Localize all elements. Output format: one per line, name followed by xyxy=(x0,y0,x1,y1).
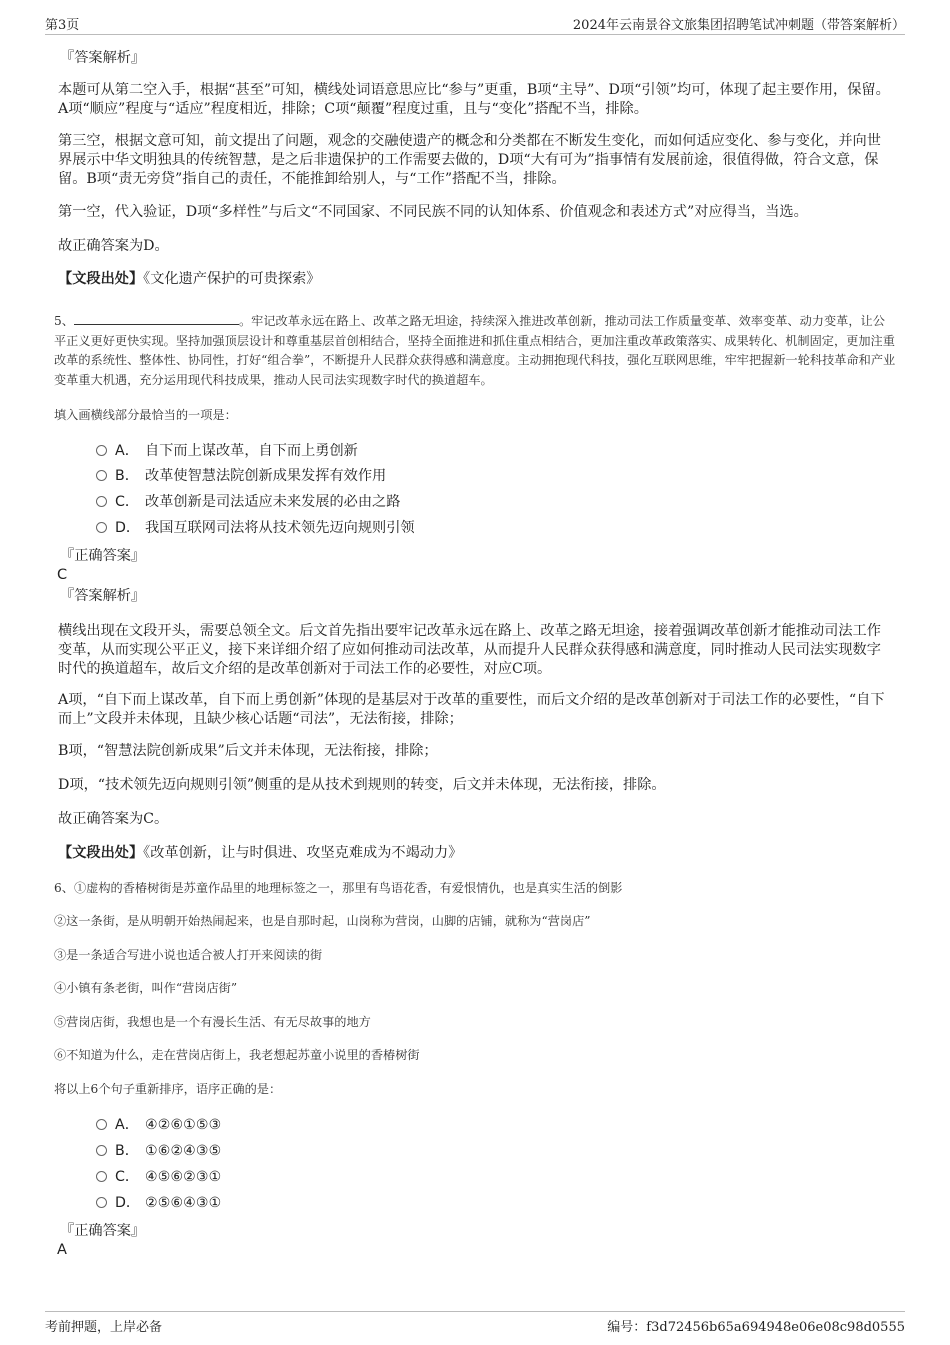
q5-option-b[interactable] xyxy=(96,467,386,486)
page-header xyxy=(45,14,905,35)
q4-source-label: 【文段出处】 xyxy=(58,271,144,287)
q6-option-b[interactable] xyxy=(96,1142,221,1161)
q4-analysis-label: 『答案解析』 xyxy=(60,50,146,66)
option-text: 改革创新是司法适应未来发展的必由之路 xyxy=(145,494,401,510)
q6-sentence-5: ⑤营岗店街，我想也是一个有漫长生活、有无尽故事的地方 xyxy=(54,1015,371,1029)
q6-sentence-6: ⑥不知道为什么，走在营岗店街上，我老想起苏童小说里的香椿树街 xyxy=(54,1048,420,1062)
q5-option-d[interactable] xyxy=(96,519,415,538)
q5-blank-line xyxy=(74,312,239,325)
q5-conclusion: 故正确答案为C。 xyxy=(58,811,169,827)
radio-icon[interactable] xyxy=(96,1119,107,1130)
q4-analysis-p1: 本题可从第二空入手，根据“甚至”可知，横线处词语意思应比“参与”更重，B项“主导”、D项“引领”均可，体现了起主要作用，保留。A项“顺应”程度与“适应”程度相近，排除；C项“颠覆”程度过重，且与“变化”搭配不当，排除。 xyxy=(58,82,890,117)
option-text: 自下而上谋改革，自下而上勇创新 xyxy=(145,443,358,459)
q5-option-a[interactable] xyxy=(96,442,358,461)
q5-source xyxy=(58,844,893,863)
q5-number: 5、 xyxy=(54,314,74,328)
q6-option-a[interactable] xyxy=(96,1116,221,1135)
q5-analysis-p1: 横线出现在文段开头，需要总领全文。后文首先指出要牢记改革永远在路上、改革之路无坦途，接着强调改革创新才能推动司法工作变革，从而实现公平正义，接下来详细介绍了应如何推动司法改革，从而提升人民群众获得感和满意度，同时推动人民司法实现数字时代的换道超车，故后文介绍的是改革创新对于司法工作的必要性，对应C项。 xyxy=(58,623,881,677)
document-code: 编号：f3d72456b65a694948e06e08c98d0555 xyxy=(607,1320,905,1335)
q6-option-d[interactable] xyxy=(96,1194,221,1213)
option-text: ④②⑥①⑤③ xyxy=(145,1117,222,1133)
q5-source-label: 【文段出处】 xyxy=(58,845,144,861)
q4-source xyxy=(58,270,893,289)
option-text: ②⑤⑥④③① xyxy=(145,1195,222,1211)
option-text: ①⑥②④③⑤ xyxy=(145,1143,222,1159)
radio-icon[interactable] xyxy=(96,1197,107,1208)
option-letter: D． xyxy=(115,520,141,536)
q6-option-c[interactable] xyxy=(96,1168,221,1187)
q5-analysis-label: 『答案解析』 xyxy=(60,588,146,604)
radio-icon[interactable] xyxy=(96,445,107,456)
option-text: 我国互联网司法将从技术领先迈向规则引领 xyxy=(145,520,415,536)
option-letter: D． xyxy=(115,1195,141,1211)
q5-analysis-p3: B项，“智慧法院创新成果”后文并未体现，无法衔接，排除； xyxy=(58,743,438,759)
radio-icon[interactable] xyxy=(96,522,107,533)
q5-source-title: 《改革创新，让与时俱进、攻坚克难成为不竭动力》 xyxy=(143,845,463,861)
option-letter: A． xyxy=(115,1117,139,1133)
option-letter: C． xyxy=(115,494,140,510)
page-footer xyxy=(45,1311,905,1336)
page-number: 第3页 xyxy=(45,18,80,33)
option-text: ④⑤⑥②③① xyxy=(145,1169,222,1185)
footer-slogan: 考前押题，上岸必备 xyxy=(45,1320,163,1335)
q4-analysis-p2: 第三空，根据文意可知，前文提出了问题，观念的交融使遗产的概念和分类都在不断发生变化，而如何适应变化、参与变化，并向世界展示中华文明独具的传统智慧，是之后非遗保护的工作需要去做的，D项“大有可为”指事情有发展前途，很值得做，符合文意，保留。B项“责无旁贷”指自己的责任，不能推卸给别人，与“工作”搭配不当，排除。 xyxy=(58,133,881,187)
option-letter: B． xyxy=(115,1143,139,1159)
q4-source-title: 《文化遗产保护的可贵探索》 xyxy=(143,271,321,287)
option-letter: A． xyxy=(115,443,139,459)
q4-analysis-p3: 第一空，代入验证，D项“多样性”与后文“不同国家、不同民族不同的认知体系、价值观念和表述方式”对应得当，当选。 xyxy=(58,204,808,220)
q6-answer: A xyxy=(57,1242,67,1258)
radio-icon[interactable] xyxy=(96,1145,107,1156)
radio-icon[interactable] xyxy=(96,1171,107,1182)
q5-question xyxy=(54,312,896,390)
document-title: 2024年云南景谷文旅集团招聘笔试冲刺题（带答案解析） xyxy=(572,18,905,33)
q6-sentence-2: ②这一条街，是从明朝开始热闹起来，也是自那时起，山岗称为营岗，山脚的店铺，就称为“营岗店” xyxy=(54,914,591,928)
q5-answer: C xyxy=(57,567,68,583)
option-text: 改革使智慧法院创新成果发挥有效作用 xyxy=(145,468,387,484)
q5-analysis-p2: A项，“自下而上谋改革，自下而上勇创新”体现的是基层对于改革的重要性，而后文介绍的是改革创新对于司法工作的必要性，“自下而上”文段并未体现，且缺少核心话题“司法”，无法衔接，排除； xyxy=(58,692,885,727)
radio-icon[interactable] xyxy=(96,496,107,507)
q6-answer-label: 『正确答案』 xyxy=(60,1223,146,1239)
q5-prompt: 填入画横线部分最恰当的一项是： xyxy=(54,408,237,422)
q5-text: 。牢记改革永远在路上、改革之路无坦途，持续深入推进改革创新，推动司法工作质量变革、效率变革、动力变革，让公平正义更好更快实现。坚持加强顶层设计和尊重基层首创相结合，坚持全面推进和抓住重点相结合，更加注重改革政策落实、成果转化、机制固定，更加注重改革的系统性、整体性、协同性，打好“组合拳”，不断提升人民群众获得感和满意度。主动拥抱现代科技，强化互联网思维，牢牢把握新一轮科技革命和产业变革重大机遇，充分运用现代科技成果，推动人民司法实现数字时代的换道超车。 xyxy=(54,314,896,387)
option-letter: B． xyxy=(115,468,139,484)
q6-sentence-4: ④小镇有条老街，叫作“营岗店街” xyxy=(54,981,238,995)
q6-prompt: 将以上6个句子重新排序，语序正确的是： xyxy=(54,1082,282,1096)
q5-option-c[interactable] xyxy=(96,493,400,512)
option-letter: C． xyxy=(115,1169,140,1185)
q5-analysis-p4: D项，“技术领先迈向规则引领”侧重的是从技术到规则的转变，后文并未体现，无法衔接，排除。 xyxy=(58,777,666,793)
radio-icon[interactable] xyxy=(96,470,107,481)
q6-sentence-3: ③是一条适合写进小说也适合被人打开来阅读的街 xyxy=(54,948,323,962)
q6-sentence-1: 6、①虚构的香椿树街是苏童作品里的地理标签之一，那里有鸟语花香，有爱恨情仇，也是真实生活的倒影 xyxy=(54,881,623,895)
q4-conclusion: 故正确答案为D。 xyxy=(58,238,169,254)
q5-answer-label: 『正确答案』 xyxy=(60,548,146,564)
